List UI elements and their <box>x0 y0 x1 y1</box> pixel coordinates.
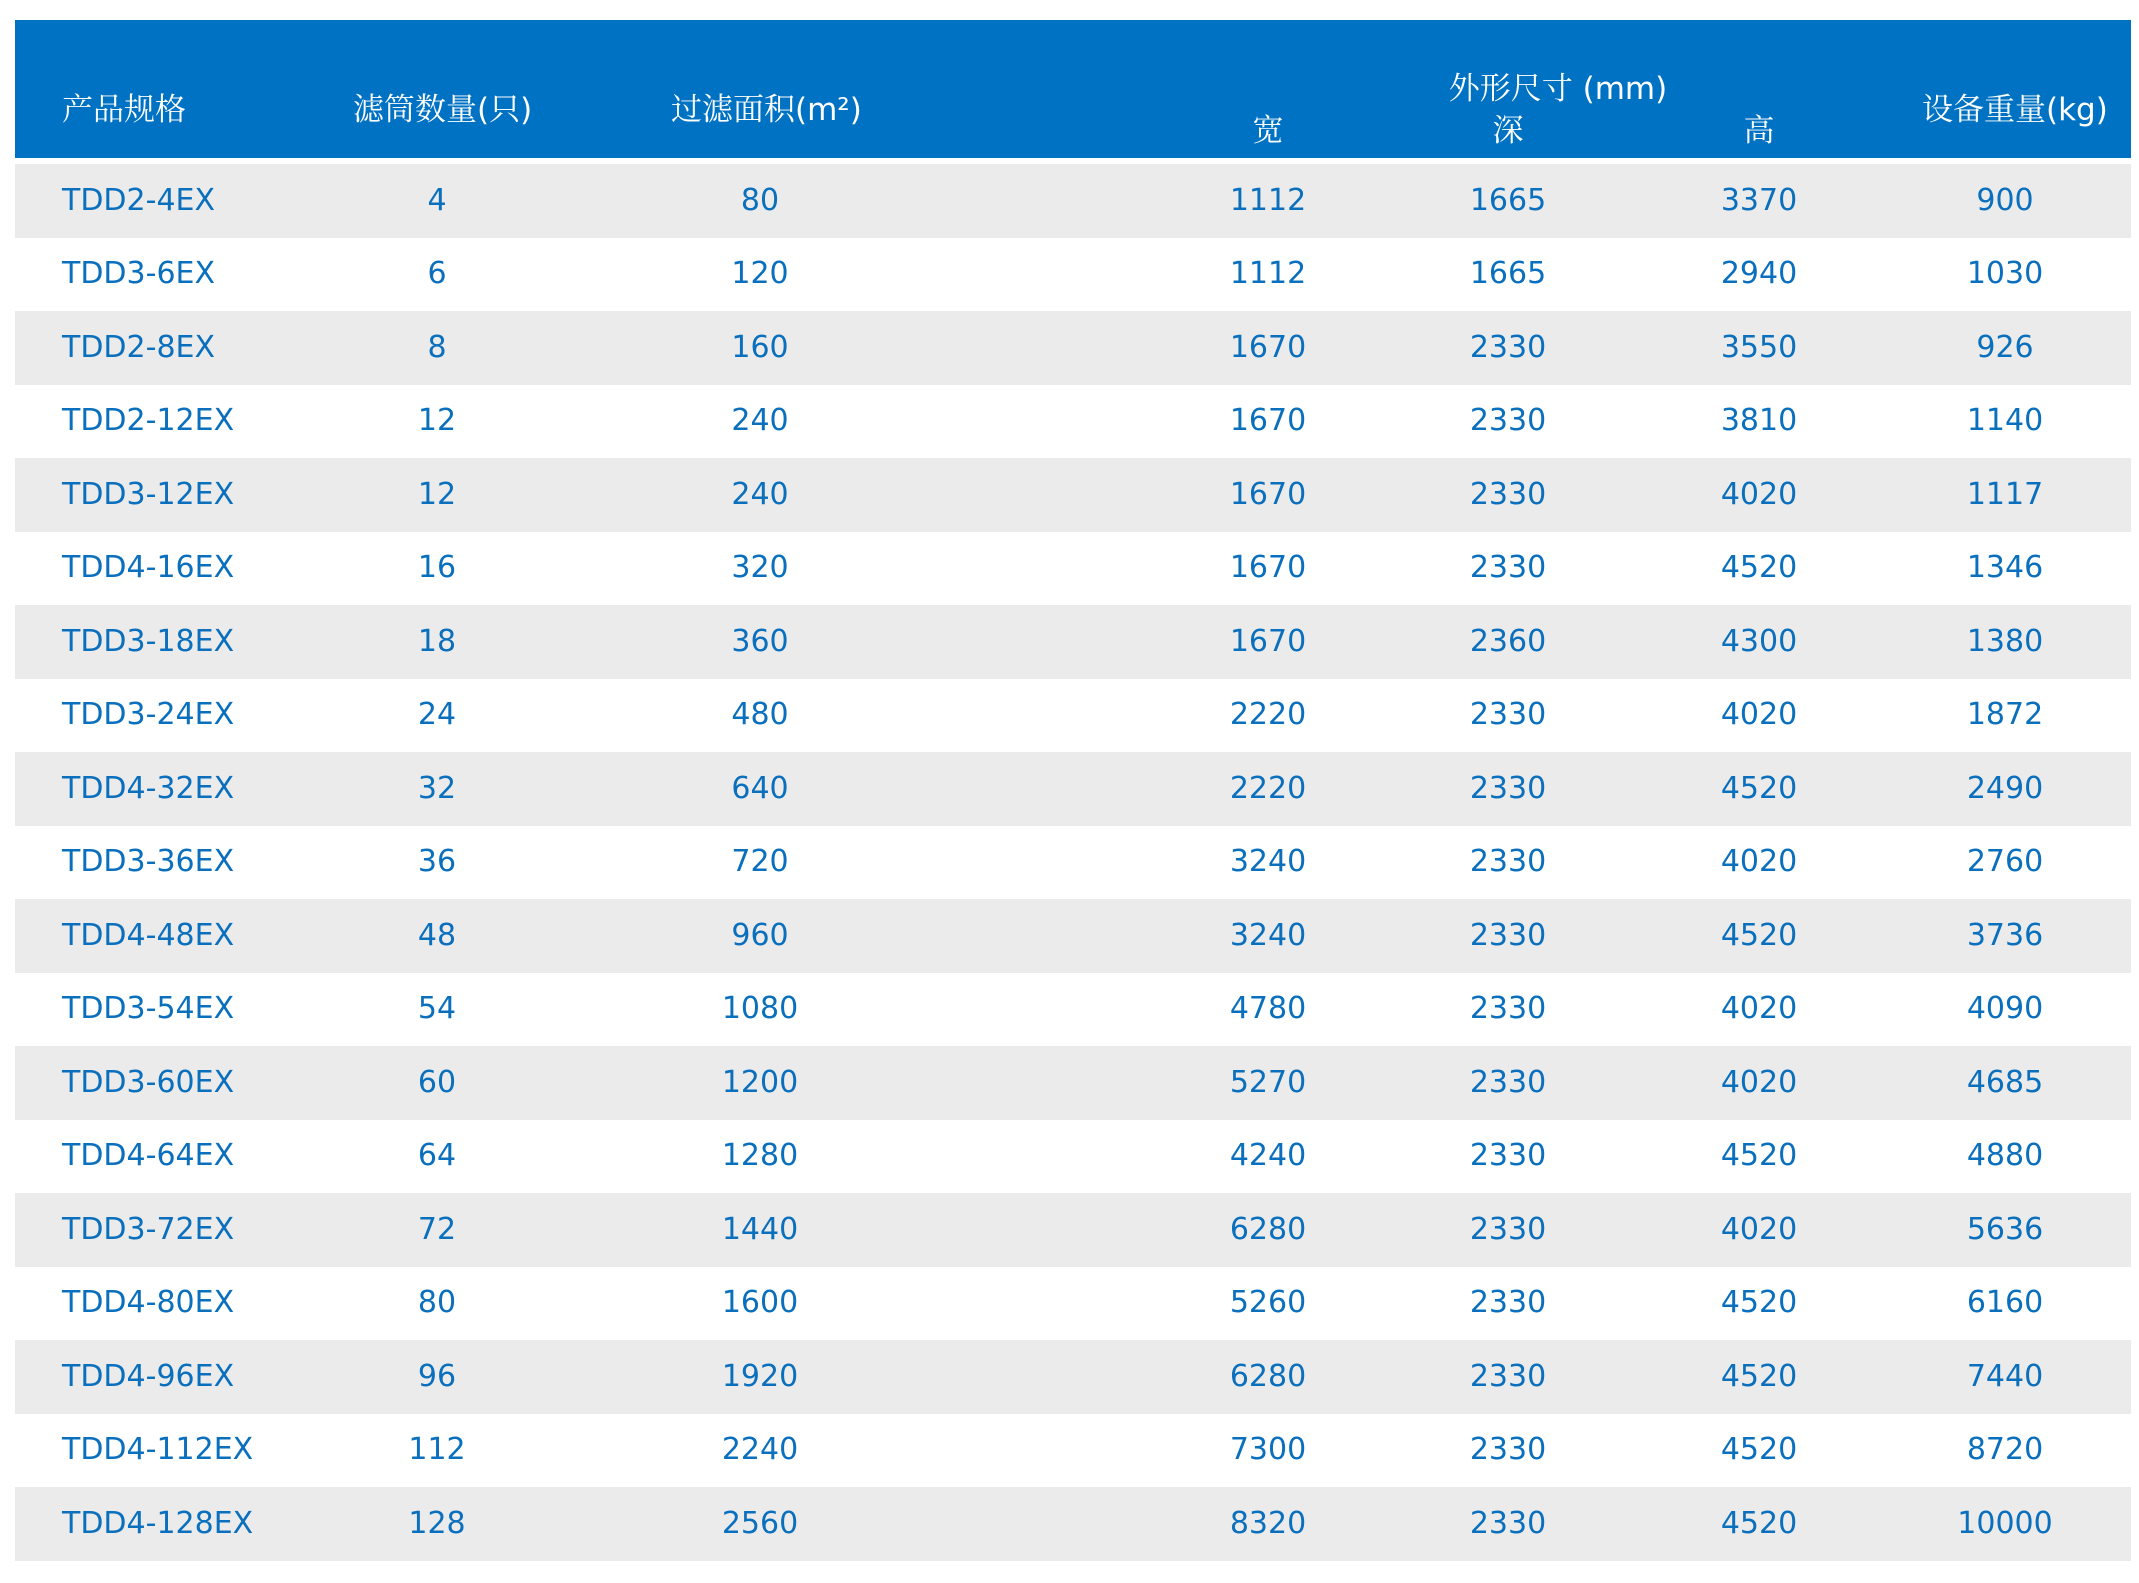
cell-weight: 8720 <box>1966 1432 2044 1468</box>
cell-weight: 2760 <box>1966 844 2044 880</box>
cell-filter-count: 54 <box>417 991 457 1027</box>
cell-weight: 1030 <box>1966 256 2044 292</box>
cell-height: 3550 <box>1720 329 1798 365</box>
cell-model: TDD4-112EX <box>62 1432 254 1468</box>
table-header <box>15 20 2131 158</box>
cell-filter-count: 72 <box>417 1211 457 1247</box>
table-row <box>15 1267 2131 1341</box>
cell-filter-area: 2560 <box>721 1505 799 1541</box>
cell-filter-area: 240 <box>731 403 789 439</box>
spec-table <box>15 20 2131 1561</box>
cell-filter-count: 80 <box>417 1285 457 1321</box>
cell-weight: 1346 <box>1966 550 2044 586</box>
cell-width: 1112 <box>1229 182 1307 218</box>
cell-weight: 2490 <box>1966 770 2044 806</box>
cell-height: 4020 <box>1720 991 1798 1027</box>
cell-filter-area: 1920 <box>721 1358 799 1394</box>
cell-filter-area: 480 <box>731 697 789 733</box>
table-row <box>15 1193 2131 1267</box>
table-row <box>15 973 2131 1047</box>
header-width: 宽 <box>1252 113 1284 149</box>
table-body <box>15 164 2131 1561</box>
cell-depth: 2360 <box>1469 623 1547 659</box>
cell-filter-area: 960 <box>731 917 789 953</box>
cell-depth: 2330 <box>1469 1505 1547 1541</box>
cell-height: 4520 <box>1720 550 1798 586</box>
cell-model: TDD3-36EX <box>62 844 235 880</box>
cell-depth: 2330 <box>1469 1358 1547 1394</box>
cell-model: TDD3-12EX <box>62 476 235 512</box>
cell-depth: 1665 <box>1469 256 1547 292</box>
table-row <box>15 1120 2131 1194</box>
cell-width: 6280 <box>1229 1211 1307 1247</box>
cell-model: TDD3-54EX <box>62 991 235 1027</box>
cell-height: 4020 <box>1720 1064 1798 1100</box>
cell-filter-count: 128 <box>408 1505 466 1541</box>
cell-depth: 2330 <box>1469 917 1547 953</box>
cell-width: 1112 <box>1229 256 1307 292</box>
cell-weight: 10000 <box>1957 1505 2053 1541</box>
cell-height: 4520 <box>1720 1505 1798 1541</box>
cell-depth: 2330 <box>1469 476 1547 512</box>
cell-height: 4520 <box>1720 770 1798 806</box>
cell-filter-area: 640 <box>731 770 789 806</box>
cell-width: 4240 <box>1229 1138 1307 1174</box>
cell-width: 8320 <box>1229 1505 1307 1541</box>
cell-filter-count: 24 <box>417 697 457 733</box>
cell-width: 5260 <box>1229 1285 1307 1321</box>
cell-width: 1670 <box>1229 476 1307 512</box>
cell-depth: 2330 <box>1469 1064 1547 1100</box>
cell-weight: 4090 <box>1966 991 2044 1027</box>
table-row <box>15 1414 2131 1488</box>
header-model: 产品规格 <box>62 92 186 128</box>
cell-filter-count: 12 <box>417 476 457 512</box>
table-row <box>15 164 2131 238</box>
cell-filter-area: 360 <box>731 623 789 659</box>
cell-model: TDD3-6EX <box>62 256 216 292</box>
cell-depth: 2330 <box>1469 770 1547 806</box>
cell-depth: 2330 <box>1469 1285 1547 1321</box>
cell-weight: 900 <box>1976 182 2034 218</box>
cell-filter-area: 320 <box>731 550 789 586</box>
cell-filter-area: 1440 <box>721 1211 799 1247</box>
header-height: 高 <box>1743 113 1775 149</box>
table-row <box>15 532 2131 606</box>
cell-depth: 2330 <box>1469 550 1547 586</box>
cell-depth: 1665 <box>1469 182 1547 218</box>
cell-depth: 2330 <box>1469 697 1547 733</box>
cell-filter-count: 4 <box>427 182 447 218</box>
cell-depth: 2330 <box>1469 991 1547 1027</box>
cell-filter-count: 64 <box>417 1138 457 1174</box>
cell-model: TDD2-4EX <box>62 182 216 218</box>
cell-width: 5270 <box>1229 1064 1307 1100</box>
cell-filter-count: 16 <box>417 550 457 586</box>
cell-filter-area: 80 <box>740 182 780 218</box>
cell-width: 4780 <box>1229 991 1307 1027</box>
cell-model: TDD4-48EX <box>62 917 235 953</box>
cell-width: 2220 <box>1229 697 1307 733</box>
cell-filter-area: 720 <box>731 844 789 880</box>
cell-model: TDD2-8EX <box>62 329 216 365</box>
cell-weight: 1140 <box>1966 403 2044 439</box>
cell-filter-area: 1600 <box>721 1285 799 1321</box>
cell-filter-count: 6 <box>427 256 447 292</box>
cell-width: 3240 <box>1229 844 1307 880</box>
cell-width: 6280 <box>1229 1358 1307 1394</box>
cell-weight: 1117 <box>1966 476 2044 512</box>
cell-filter-area: 160 <box>731 329 789 365</box>
cell-height: 3370 <box>1720 182 1798 218</box>
cell-width: 1670 <box>1229 329 1307 365</box>
cell-height: 4520 <box>1720 917 1798 953</box>
cell-width: 7300 <box>1229 1432 1307 1468</box>
cell-filter-area: 1200 <box>721 1064 799 1100</box>
cell-width: 1670 <box>1229 623 1307 659</box>
cell-model: TDD4-64EX <box>62 1138 235 1174</box>
header-filter-area: 过滤面积(m²) <box>671 92 862 128</box>
cell-width: 1670 <box>1229 403 1307 439</box>
cell-weight: 4685 <box>1966 1064 2044 1100</box>
cell-depth: 2330 <box>1469 403 1547 439</box>
cell-height: 4020 <box>1720 697 1798 733</box>
cell-width: 2220 <box>1229 770 1307 806</box>
cell-weight: 926 <box>1976 329 2034 365</box>
header-depth: 深 <box>1492 113 1524 149</box>
header-dimensions-group: 外形尺寸 (mm) <box>1448 71 1668 107</box>
cell-filter-count: 60 <box>417 1064 457 1100</box>
cell-height: 4300 <box>1720 623 1798 659</box>
cell-model: TDD4-96EX <box>62 1358 235 1394</box>
cell-weight: 4880 <box>1966 1138 2044 1174</box>
cell-filter-count: 48 <box>417 917 457 953</box>
table-row <box>15 385 2131 459</box>
cell-filter-count: 36 <box>417 844 457 880</box>
cell-model: TDD3-24EX <box>62 697 235 733</box>
cell-filter-area: 1080 <box>721 991 799 1027</box>
cell-height: 3810 <box>1720 403 1798 439</box>
cell-depth: 2330 <box>1469 1211 1547 1247</box>
table-row <box>15 1340 2131 1414</box>
cell-width: 3240 <box>1229 917 1307 953</box>
cell-weight: 5636 <box>1966 1211 2044 1247</box>
cell-width: 1670 <box>1229 550 1307 586</box>
table-row <box>15 1487 2131 1561</box>
cell-filter-area: 240 <box>731 476 789 512</box>
cell-model: TDD4-80EX <box>62 1285 235 1321</box>
cell-weight: 1872 <box>1966 697 2044 733</box>
cell-filter-count: 96 <box>417 1358 457 1394</box>
table-row <box>15 605 2131 679</box>
cell-weight: 1380 <box>1966 623 2044 659</box>
header-weight: 设备重量(kg) <box>1922 92 2108 128</box>
cell-filter-count: 18 <box>417 623 457 659</box>
cell-filter-count: 32 <box>417 770 457 806</box>
cell-model: TDD2-12EX <box>62 403 235 439</box>
cell-weight: 6160 <box>1966 1285 2044 1321</box>
cell-filter-count: 112 <box>408 1432 466 1468</box>
cell-filter-area: 1280 <box>721 1138 799 1174</box>
cell-depth: 2330 <box>1469 844 1547 880</box>
table-row <box>15 899 2131 973</box>
table-row <box>15 679 2131 753</box>
cell-weight: 3736 <box>1966 917 2044 953</box>
cell-height: 4020 <box>1720 1211 1798 1247</box>
cell-model: TDD3-18EX <box>62 623 235 659</box>
cell-height: 4520 <box>1720 1358 1798 1394</box>
table-row <box>15 238 2131 312</box>
table-row <box>15 458 2131 532</box>
header-filter-count: 滤筒数量(只) <box>353 92 533 128</box>
cell-depth: 2330 <box>1469 329 1547 365</box>
table-row <box>15 826 2131 900</box>
cell-model: TDD3-72EX <box>62 1211 235 1247</box>
cell-height: 4520 <box>1720 1138 1798 1174</box>
cell-filter-count: 12 <box>417 403 457 439</box>
cell-weight: 7440 <box>1966 1358 2044 1394</box>
cell-filter-count: 8 <box>427 329 447 365</box>
cell-filter-area: 2240 <box>721 1432 799 1468</box>
cell-depth: 2330 <box>1469 1138 1547 1174</box>
cell-model: TDD4-128EX <box>62 1505 254 1541</box>
cell-depth: 2330 <box>1469 1432 1547 1468</box>
cell-height: 4020 <box>1720 476 1798 512</box>
cell-model: TDD4-32EX <box>62 770 235 806</box>
cell-model: TDD3-60EX <box>62 1064 235 1100</box>
table-row <box>15 1046 2131 1120</box>
table-row <box>15 752 2131 826</box>
cell-height: 4520 <box>1720 1432 1798 1468</box>
cell-height: 4520 <box>1720 1285 1798 1321</box>
table-row <box>15 311 2131 385</box>
cell-filter-area: 120 <box>731 256 789 292</box>
cell-model: TDD4-16EX <box>62 550 235 586</box>
cell-height: 2940 <box>1720 256 1798 292</box>
cell-height: 4020 <box>1720 844 1798 880</box>
